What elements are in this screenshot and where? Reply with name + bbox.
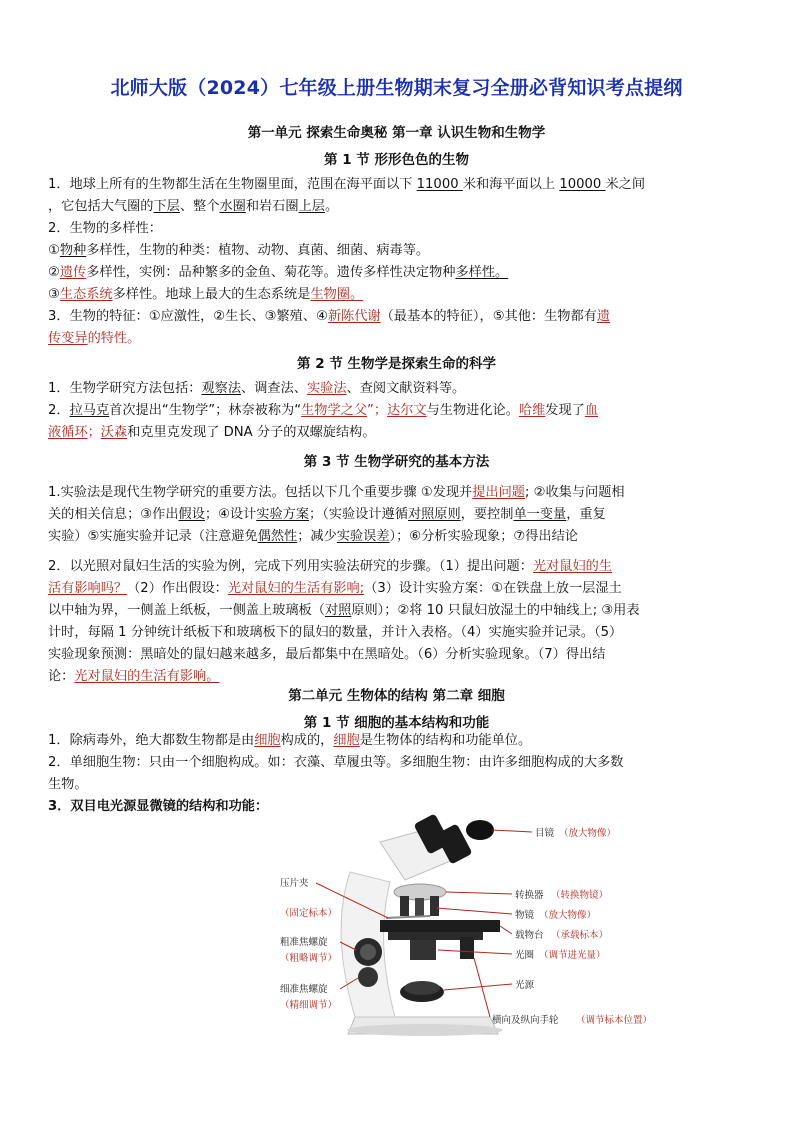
unit-1-heading: 第一单元 探索生命奥秘 第一章 认识生物和生物学	[247, 125, 546, 141]
label-diaphragm: 光圈	[515, 950, 535, 961]
paragraph: ③生态系统多样性。地球上最大的生态系统是生物圈。	[48, 287, 364, 302]
paragraph: 计时，每隔 1 分钟统计纸板下和玻璃板下的鼠妇的数量，并计入表格。（4）实施实验并记录。（5）	[48, 625, 623, 640]
paragraph: 关的相关信息；③作出假设；④设计实验方案；（实验设计遵循对照原则，要控制单一变量，重复	[48, 507, 606, 522]
paragraph: 1.实验法是现代生物学研究的重要方法。包括以下几个重要步骤 ①发现并提出问题; ②收集与问题相	[48, 485, 625, 500]
paragraph: 1．生物学研究方法包括：观察法、调查法、实验法、查阅文献资料等。	[48, 381, 466, 396]
label-objective: 物镜	[515, 910, 535, 921]
paragraph: 2．单细胞生物：只由一个细胞构成。如：衣藻、草履虫等。多细胞生物：由许多细胞构成的大多数	[48, 755, 624, 770]
section-1-1-heading: 第 1 节 形形色色的生物	[324, 152, 469, 168]
document-title: 北师大版（2024）七年级上册生物期末复习全册必背知识考点提纲	[110, 77, 683, 99]
label-nosepiece: 转换器	[515, 890, 544, 901]
label-stage-clip-func: （固定标本）	[280, 908, 338, 919]
section-1-3-heading: 第 3 节 生物学研究的基本方法	[303, 454, 490, 470]
label-nosepiece-func: （转换物镜）	[551, 890, 609, 901]
paragraph: 传变异的特性。	[48, 331, 141, 346]
paragraph: 1．除病毒外，绝大都数生物都是由细胞构成的，细胞是生物体的结构和功能单位。	[48, 733, 532, 748]
paragraph: ①物种多样性，生物的种类：植物、动物、真菌、细菌、病毒等。	[48, 243, 430, 258]
label-eyepiece-func: （放大物像）	[559, 828, 617, 839]
label-stage: 载物台	[515, 930, 544, 941]
unit-2-heading: 第二单元 生物体的结构 第二章 细胞	[288, 688, 505, 704]
paragraph: 论：光对鼠妇的生活有影响。	[48, 669, 220, 684]
paragraph: 以中轴为界，一侧盖上纸板，一侧盖上玻璃板（对照原则）；②将 10 只鼠妇放湿土的中轴线上; ③用表	[48, 603, 640, 618]
paragraph: 1．地球上所有的生物都生活在生物圈里面，范围在海平面以下 11000 米和海平面以上 10000 米之间	[48, 177, 646, 192]
paragraph: 活有影响吗？（2）作出假设：光对鼠妇的生活有影响;（3）设计实验方案：①在铁盘上放一层湿土	[48, 581, 622, 596]
paragraph: 实验现象预测：黑暗处的鼠妇越来越多，最后都集中在黑暗处。（6）分析实验现象。（7）得出结	[48, 647, 606, 662]
microscope-illustration	[341, 813, 503, 1036]
label-hand-wheel-func: （调节标本位置）	[576, 1015, 653, 1026]
paragraph: ，它包括大气圈的下层、整个水圈和岩石圈上层。	[48, 199, 339, 214]
label-coarse-focus-func: （粗略调节）	[280, 953, 338, 964]
paragraph: 生物。	[48, 777, 88, 792]
paragraph: 2．以光照对鼠妇生活的实验为例，完成下列用实验法研究的步骤。（1）提出问题：光对鼠妇的生	[48, 559, 613, 574]
paragraph: 3．双目电光源显微镜的结构和功能：	[48, 799, 269, 814]
label-stage-func: （承载标本）	[551, 930, 609, 941]
label-diaphragm-func: （调节进光量）	[539, 950, 606, 961]
paragraph: 2．生物的多样性：	[48, 221, 162, 236]
section-2-1-heading: 第 1 节 细胞的基本结构和功能	[303, 715, 490, 731]
paragraph: 液循环；沃森和克里克发现了 DNA 分子的双螺旋结构。	[48, 425, 376, 440]
label-fine-focus-func: （精细调节）	[280, 1000, 338, 1011]
label-coarse-focus: 粗准焦螺旋	[280, 937, 328, 948]
label-light-source: 光源	[515, 980, 535, 991]
section-1-2-heading: 第 2 节 生物学是探索生命的科学	[297, 356, 496, 372]
label-stage-clip: 压片夹	[280, 878, 309, 889]
paragraph: ②遗传多样性，实例：品种繁多的金鱼、菊花等。遗传多样性决定物种多样性。	[48, 265, 509, 280]
microscope-figure	[260, 812, 760, 1042]
paragraph: 3．生物的特征：①应激性，②生长、③繁殖、④新陈代谢（最基本的特征），⑤其他：生物都有遗	[48, 309, 611, 324]
paragraph: 实验）⑤实施实验并记录（注意避免偶然性；减少实验误差）；⑥分析实验现象；⑦得出结论	[48, 529, 578, 544]
label-eyepiece: 目镜	[535, 828, 555, 839]
label-hand-wheel: 横向及纵向手轮	[492, 1015, 559, 1026]
paragraph: 2．拉马克首次提出“生物学”；林奈被称为“生物学之父”；达尔文与生物进化论。哈维发现了血	[48, 403, 599, 418]
label-objective-func: （放大物像）	[539, 910, 597, 921]
label-fine-focus: 细准焦螺旋	[280, 984, 328, 995]
